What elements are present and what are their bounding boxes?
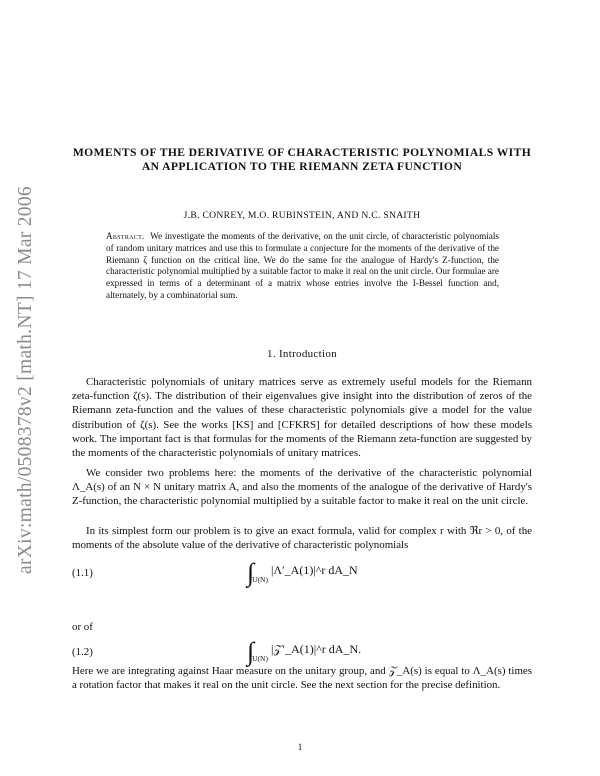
equation-2-body: |𝒵′_A(1)|^r dA_N. — [270, 642, 362, 656]
arxiv-stamp — [6, 160, 46, 600]
equation-1-number: (1.1) — [72, 567, 93, 579]
paragraph-2: We consider two problems here: the moments of the derivative of the characteristic polynomial Λ_A(s) of an N × N unitary matrix A, and also the moments of the analogue of the derivative of Hardy's Z-function, the characteristic polynomial multiplied by a suitable factor to make it real on the unit circle. — [72, 467, 532, 508]
section-heading: 1. Introduction — [267, 348, 337, 360]
paragraph-5: Here we are integrating against Haar measure on the unitary group, and 𝒵_A(s) is equal to Λ_A(s) times a rotation factor that makes it real on the unit circle. See the next section for the precise definition. — [72, 665, 532, 692]
abstract-label: Abstract. — [106, 231, 145, 241]
abstract-text: We investigate the moments of the derivative, on the unit circle, of characteristic polynomials of random unitary matrices and use this to formulate a conjecture for the moments of the derivative of the Riemann ζ function on the critical line. We do the same for the analogue of Hardy's Z-function, the characteristic polynomial multiplied by a suitable factor to make it real on the unit circle. Our formulae are expressed in terms of a determinant of a matrix whose entries involve the I-Bessel function and, alternately, by a combinatorial sum. — [106, 231, 499, 300]
equation-2-domain: U(N) — [252, 654, 268, 663]
abstract — [106, 231, 499, 302]
paragraph-3: In its simplest form our problem is to give an exact formula, valid for complex r with ℜr > 0, of the moments of the absolute value of the derivative of characteristic polynomials — [72, 525, 532, 552]
equation-1 — [247, 558, 358, 588]
equation-2 — [247, 637, 361, 667]
integral-sign: ∫ — [247, 558, 255, 587]
page-number: 1 — [297, 742, 303, 753]
equation-1-domain: U(N) — [252, 575, 268, 584]
arxiv-stamp-text: arXiv:math/0508378v2 [math.NT] 17 Mar 2006 — [15, 186, 36, 574]
equation-1-body: |Λ′_A(1)|^r dA_N — [270, 563, 358, 577]
equation-2-number: (1.2) — [72, 646, 93, 658]
paper-title: MOMENTS OF THE DERIVATIVE OF CHARACTERISTIC POLYNOMIALS WITH AN APPLICATION TO THE RIEMANN ZETA FUNCTION — [72, 146, 532, 173]
paragraph-1: Characteristic polynomials of unitary matrices serve as extremely useful models for the Riemann zeta-function ζ(s). The distribution of their eigenvalues give insight into the distribution of zeros of the Riemann zeta-function and the values of these characteristic polynomials give a model for the value distribution of ζ(s). See the works [KS] and [CFKRS] for detailed descriptions of how these models work. The important fact is that formulas for the moments of the Riemann zeta-function are suggested by the moments of the characteristic polynomials of unitary matrices. — [72, 376, 532, 460]
paper-authors: J.B. CONREY, M.O. RUBINSTEIN, AND N.C. SNAITH — [183, 210, 421, 221]
integral-sign: ∫ — [247, 637, 255, 666]
paragraph-4: or of — [72, 621, 93, 633]
